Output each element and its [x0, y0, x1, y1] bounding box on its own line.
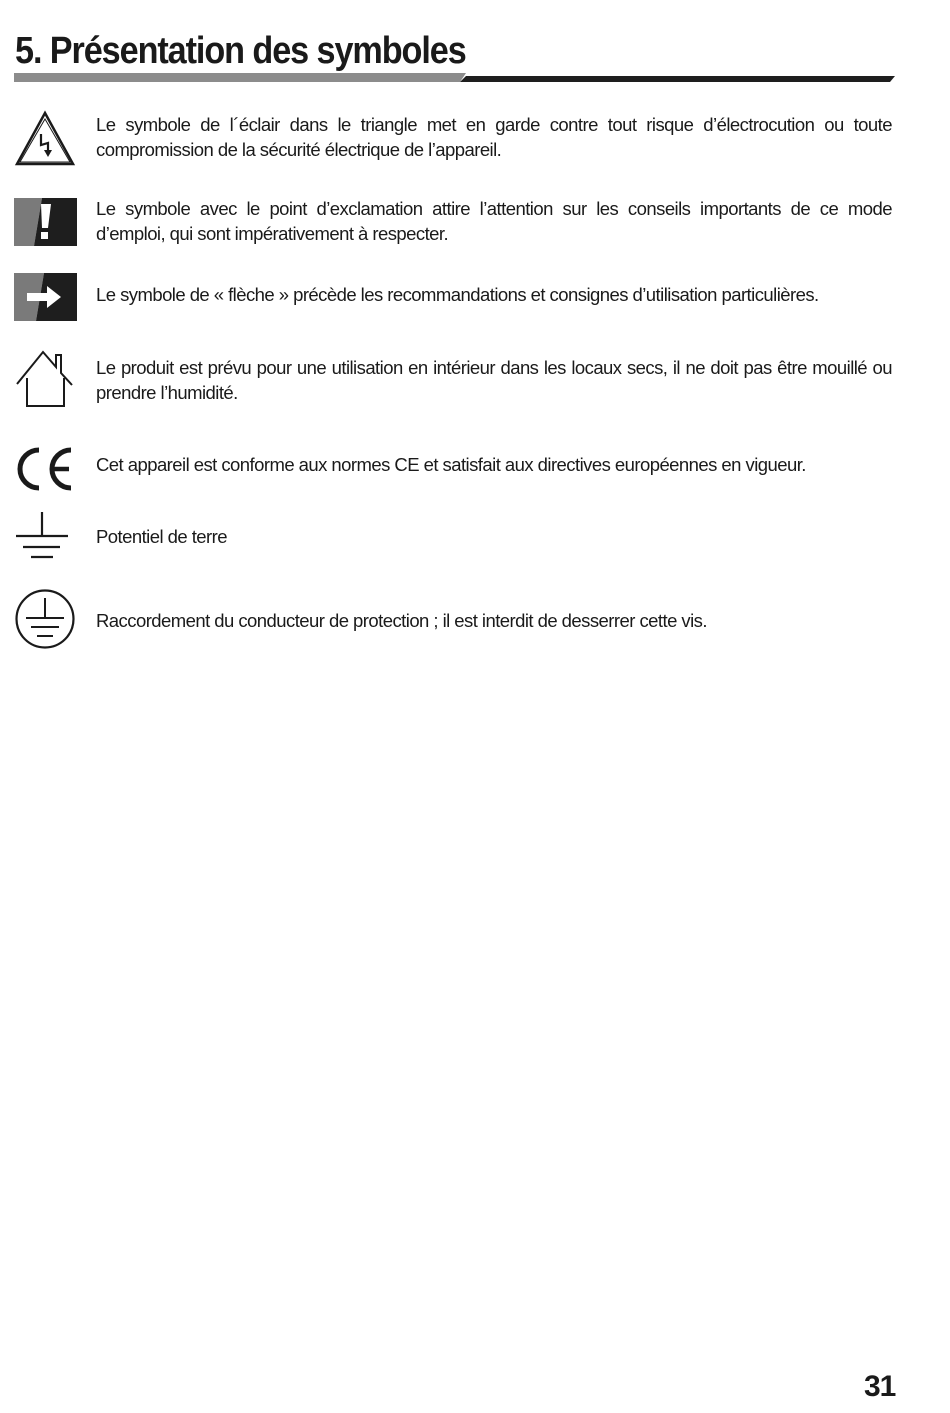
protective-earth-icon — [14, 588, 78, 652]
symbol-description: Le symbole de l´éclair dans le triangle met en garde contre tout risque d’électrocution ou toute compromission de la sécurité électrique de l’appareil. — [96, 114, 892, 160]
symbol-description: Potentiel de terre — [96, 526, 227, 547]
symbol-description: Le produit est prévu pour une utilisation en intérieur dans les locaux secs, il ne doit pas être mouillé ou prendre l’humidité. — [96, 357, 892, 403]
page-number: 31 — [864, 1370, 896, 1403]
symbol-description: Cet appareil est conforme aux normes CE et satisfait aux directives européennes en vigueur. — [96, 454, 806, 475]
earth-ground-icon — [14, 510, 70, 562]
exclamation-icon — [14, 198, 78, 246]
lightning-triangle-icon — [14, 110, 76, 168]
ce-mark-icon — [14, 445, 76, 493]
arrow-icon — [14, 273, 78, 321]
symbol-description: Le symbole de « flèche » précède les recommandations et consignes d’utilisation particulières. — [96, 284, 819, 305]
page-title: 5. Présentation des symboles — [15, 30, 466, 72]
symbol-description: Le symbole avec le point d’exclamation attire l’attention sur les conseils importants de ce mode d’emploi, qui sont impérativement à respecter. — [96, 198, 892, 244]
title-underline — [0, 0, 950, 90]
symbol-description: Raccordement du conducteur de protection ; il est interdit de desserrer cette vis. — [96, 610, 707, 631]
indoor-house-icon — [14, 349, 76, 409]
